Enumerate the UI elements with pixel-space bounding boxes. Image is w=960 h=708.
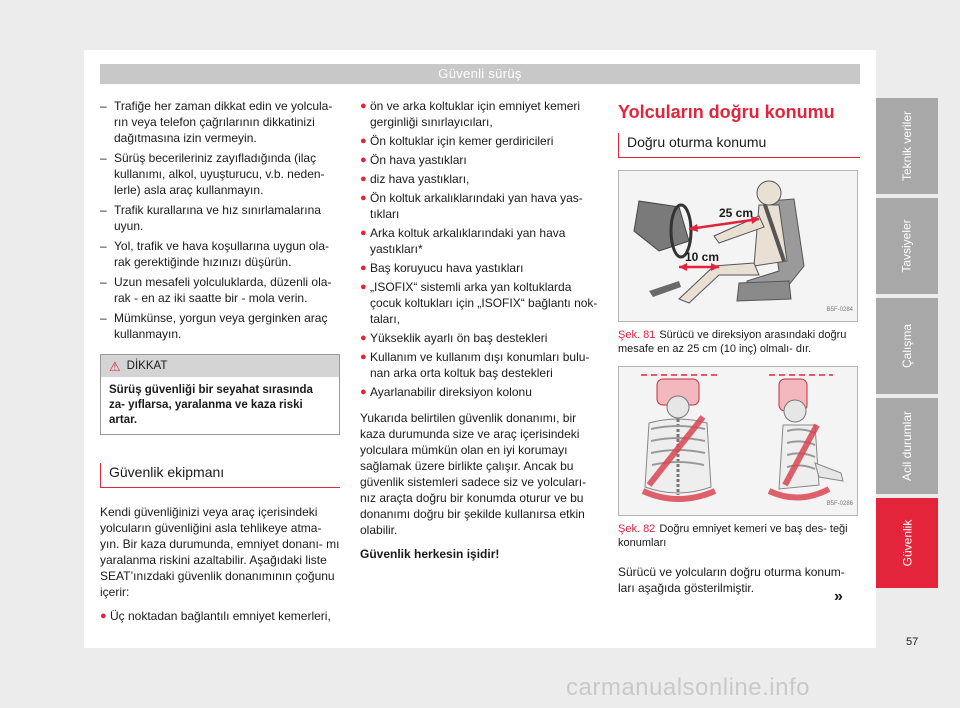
bullet-icon: ● bbox=[360, 386, 367, 398]
tab-label: Teknik veriler bbox=[900, 110, 914, 182]
warning-header bbox=[101, 355, 339, 377]
chapter-tabs bbox=[876, 98, 938, 592]
page-number: 57 bbox=[906, 636, 919, 648]
list-item: ● Ayarlanabilir direksiyon kolonu bbox=[360, 385, 532, 399]
caption-text: Sürücü ve direksiyon arasındaki doğru mesafe en az 25 cm (10 inç) olmalı- dır. bbox=[618, 329, 847, 355]
figure-code: B5F-0284 bbox=[826, 307, 853, 313]
bullet-icon: ● bbox=[360, 227, 367, 239]
figure-seating-distance bbox=[618, 170, 858, 322]
tab-guvenlik[interactable] bbox=[876, 498, 938, 588]
warning-title: DİKKAT bbox=[126, 360, 168, 372]
figure-belt-position bbox=[618, 366, 858, 516]
list-item: ● ön ve arka koltuklar için emniyet kemeri gerginliği sınırlayıcıları, bbox=[360, 99, 581, 129]
list-item: ● „ISOFIX“ sistemli arka yan koltuklarda çocuk koltukları için „ISOFIX“ bağlantı nok- taları, bbox=[360, 280, 598, 326]
bullet-icon: ● bbox=[360, 135, 367, 147]
list-item: ● Ön koltuklar için kemer gerdiricileri bbox=[360, 134, 554, 148]
list-item: ● diz hava yastıkları, bbox=[360, 172, 470, 186]
warning-box bbox=[100, 354, 340, 435]
column-1 bbox=[100, 98, 340, 627]
column-3 bbox=[618, 98, 860, 604]
tab-label: Güvenlik bbox=[900, 519, 914, 567]
section-title: Yolcuların doğru konumu bbox=[618, 102, 835, 122]
warning-triangle-icon: ⚠ bbox=[109, 358, 121, 374]
bullet-icon: ● bbox=[360, 262, 367, 274]
distance-label-25: 25 cm bbox=[719, 206, 754, 220]
tab-calisma[interactable] bbox=[876, 298, 938, 394]
section-heading: Güvenlik ekipmanı bbox=[100, 463, 340, 488]
list-item: ● Yükseklik ayarlı ön baş destekleri bbox=[360, 331, 548, 345]
seating-distance-illustration bbox=[619, 171, 858, 322]
list-item: – Trafiğe her zaman dikkat edin ve yolcula- rın veya telefon çağrılarının dikkatinizi dağıtmasına izin vermeyin. bbox=[100, 98, 340, 146]
continue-arrow-icon: » bbox=[834, 588, 843, 605]
figure-label: Şek. 82 bbox=[618, 523, 656, 535]
list-item: – Sürüş becerileriniz zayıfladığında (ilaç kullanımı, alkol, uyuşturucu, v.b. neden- lerle) asla araç kullanmayın. bbox=[100, 150, 340, 198]
bullet-icon: ● bbox=[360, 173, 367, 185]
page-header: Güvenli sürüş bbox=[100, 64, 860, 84]
bullet-icon: ● bbox=[360, 351, 367, 363]
tab-tavsiyeler[interactable] bbox=[876, 198, 938, 294]
tab-label: Acil durumlar bbox=[900, 410, 914, 482]
tab-acil-durumlar[interactable] bbox=[876, 398, 938, 494]
distance-label-10: 10 cm bbox=[685, 250, 720, 264]
paragraph: Sürücü ve yolcuların doğru oturma konum- ları aşağıda gösterilmiştir. bbox=[618, 565, 845, 595]
list-item: ● Baş koruyucu hava yastıkları bbox=[360, 261, 524, 275]
bullet-icon: ● bbox=[100, 610, 107, 622]
closing-line: Güvenlik herkesin işidir! bbox=[360, 547, 500, 561]
list-item: ● Arka koltuk arkalıklarındaki yan hava yastıkları* bbox=[360, 226, 566, 256]
list-item: ● Ön hava yastıkları bbox=[360, 153, 467, 167]
bullet-icon: ● bbox=[360, 154, 367, 166]
list-item: – Mümkünse, yorgun veya gerginken araç kullanmayın. bbox=[100, 310, 340, 342]
watermark: carmanualsonline.info bbox=[566, 674, 810, 701]
tab-label: Çalışma bbox=[899, 323, 914, 369]
list-item: ● Üç noktadan bağlantılı emniyet kemerleri, bbox=[100, 609, 331, 623]
list-item: – Trafik kurallarına ve hız sınırlamalarına uyun. bbox=[100, 202, 340, 234]
figure-caption bbox=[618, 522, 860, 550]
warning-text: Sürüş güvenliği bir seyahat sırasında za- yıflarsa, yaralanma ve kaza riski artar. bbox=[109, 384, 313, 426]
paragraph: Yukarıda belirtilen güvenlik donanımı, bir kaza durumunda size ve araç içerisindeki yolculara mümkün olan en iyi korumayı sağlamak üzere birlikte çalışır. Ancak bu güvenlik sistemleri sadece siz ve yolcuları- nız araçta doğru bir konumda oturur ve bu donanımı doğru bir şekilde kullanırsa etkin olabilir. bbox=[360, 411, 587, 537]
column-2 bbox=[360, 98, 602, 570]
list-item: ● Ön koltuk arkalıklarındaki yan hava yas- tıkları bbox=[360, 191, 583, 221]
figure-caption bbox=[618, 328, 860, 356]
bullet-icon: ● bbox=[360, 281, 367, 293]
bullet-icon: ● bbox=[360, 332, 367, 344]
section-heading: Doğru oturma konumu bbox=[618, 133, 860, 158]
list-item: – Yol, trafik ve hava koşullarına uygun ola- rak gerektiğinde hızınızı düşürün. bbox=[100, 238, 340, 270]
bullet-icon: ● bbox=[360, 100, 367, 112]
paragraph: Kendi güvenliğinizi veya araç içerisindeki yolcuların güvenliğini asla tehlikeye atma- yın. Bir kaza durumunda, emniyet donanı- mı yaralanma riskini azaltabilir. Aşağıdaki liste SEAT’ınızdaki güvenlik donanımının çoğunu içerir: bbox=[100, 505, 340, 599]
tab-teknik-veriler[interactable] bbox=[876, 98, 938, 194]
tab-label: Tavsiyeler bbox=[899, 219, 914, 273]
bullet-icon: ● bbox=[360, 192, 367, 204]
figure-label: Şek. 81 bbox=[618, 329, 656, 341]
caption-text: Doğru emniyet kemeri ve baş des- teği konumları bbox=[618, 523, 848, 549]
list-item: – Uzun mesafeli yolculuklarda, düzenli ola- rak - en az iki saatte bir - mola verin. bbox=[100, 274, 340, 306]
list-item: ● Kullanım ve kullanım dışı konumları bulu- nan arka orta koltuk baş destekleri bbox=[360, 350, 590, 380]
figure-code: B5F-0286 bbox=[826, 501, 853, 507]
belt-position-illustration bbox=[619, 367, 858, 516]
